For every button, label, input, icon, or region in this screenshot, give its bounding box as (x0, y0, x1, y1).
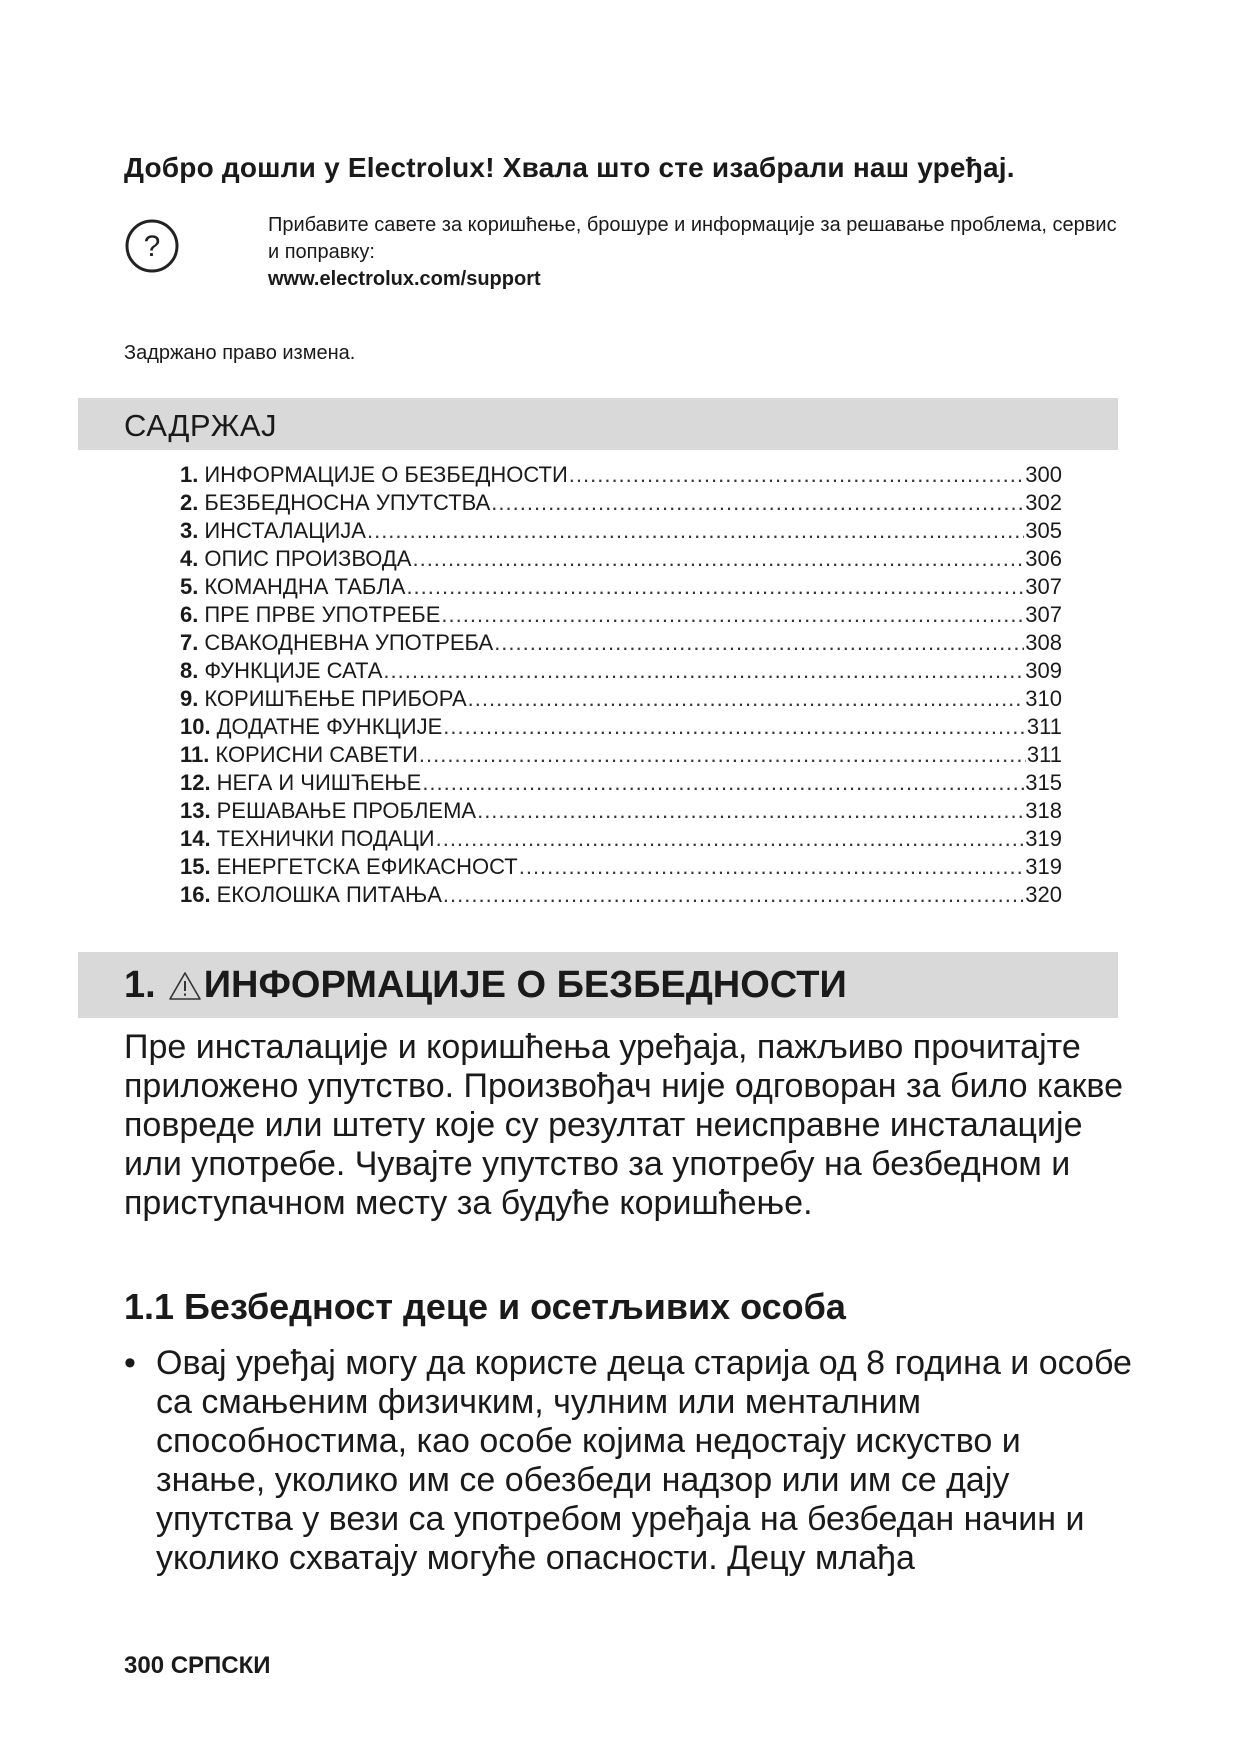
toc-item[interactable] (180, 630, 1062, 658)
toc-item-page: 302 (1025, 490, 1062, 515)
toc-item-page: 305 (1025, 518, 1062, 543)
toc-item[interactable] (180, 546, 1062, 574)
toc-leader (443, 714, 1026, 740)
toc-item-number: 8. (180, 658, 199, 683)
toc-item-label: ИНСТАЛАЦИЈА (204, 518, 366, 543)
toc-leader (569, 462, 1025, 488)
page-footer: 300 СРПСКИ (124, 1652, 271, 1679)
toc-item-number: 15. (180, 854, 211, 879)
toc-leader (443, 882, 1024, 908)
toc-item-page: 320 (1025, 882, 1062, 907)
toc-item[interactable] (180, 658, 1062, 686)
svg-text:?: ? (143, 230, 161, 263)
toc-item-number: 3. (180, 518, 199, 543)
toc-item-page: 311 (1026, 714, 1062, 739)
toc-leader (436, 826, 1025, 852)
toc-leader (367, 518, 1024, 544)
toc-item-number: 9. (180, 686, 199, 711)
toc-item-page: 309 (1025, 658, 1062, 683)
toc-item-label: ЕКОЛОШКА ПИТАЊА (216, 882, 442, 907)
toc-item-page: 307 (1025, 602, 1062, 627)
table-of-contents (180, 462, 1062, 910)
section-number: 1. (124, 964, 156, 1006)
toc-title: САДРЖАЈ (124, 408, 278, 443)
toc-leader (477, 798, 1024, 824)
toc-item-label: ПРЕ ПРВЕ УПОТРЕБЕ (204, 602, 441, 627)
toc-item-label: СВАКОДНЕВНА УПОТРЕБА (204, 630, 494, 655)
subsection-title: 1.1 Безбедност деце и осетљивих особа (124, 1286, 846, 1327)
toc-leader (412, 546, 1024, 572)
bullet-text: Овај уређај могу да користе деца старија од 8 година и особе са смањеним физичким, чулним или менталним способностима, као особе којима недостају искуство и знање, уколико им се обезбеди надзор или им се дају упутства у вези са употребом уређаја на безбедан начин и уколико схватају могуће опасности. Децу млађа (156, 1344, 1132, 1577)
support-link[interactable]: www.electrolux.com/support (268, 268, 541, 290)
toc-item[interactable] (180, 462, 1062, 490)
toc-item-label: ТЕХНИЧКИ ПОДАЦИ (216, 826, 435, 851)
toc-item-label: КОРИСНИ САВЕТИ (215, 742, 418, 767)
toc-leader (406, 574, 1024, 600)
toc-item-page: 308 (1025, 630, 1062, 655)
toc-item-page: 319 (1025, 826, 1062, 851)
toc-item-number: 12. (180, 770, 211, 795)
toc-item-number: 1. (180, 462, 199, 487)
toc-item[interactable] (180, 854, 1062, 882)
question-circle-icon (124, 218, 180, 274)
toc-item-number: 6. (180, 602, 199, 627)
toc-item-number: 13. (180, 798, 211, 823)
toc-leader (494, 630, 1024, 656)
toc-item[interactable] (180, 882, 1062, 910)
toc-item-number: 16. (180, 882, 211, 907)
toc-item[interactable] (180, 518, 1062, 546)
toc-item-label: НЕГА И ЧИШЋЕЊЕ (216, 770, 422, 795)
toc-item[interactable] (180, 742, 1062, 770)
section-title-text: ИНФОРМАЦИЈЕ О БЕЗБЕДНОСТИ (203, 964, 847, 1006)
toc-leader (491, 490, 1024, 516)
toc-leader (441, 602, 1024, 628)
toc-item-number: 5. (180, 574, 199, 599)
toc-leader (519, 854, 1025, 880)
toc-item-number: 10. (180, 714, 211, 739)
support-text: Прибавите савете за коришћење, брошуре и информације за решавање проблема, сервис и поправку: (268, 214, 1117, 263)
toc-item-label: БЕЗБЕДНОСНА УПУТСТВА (204, 490, 491, 515)
toc-leader (422, 770, 1024, 796)
toc-item[interactable] (180, 826, 1062, 854)
toc-item-label: ЕНЕРГЕТСКА ЕФИКАСНОСТ (216, 854, 518, 879)
warning-triangle-icon (168, 971, 202, 1001)
toc-item[interactable] (180, 770, 1062, 798)
toc-leader (383, 658, 1024, 684)
section-title (124, 964, 847, 1007)
list-item (124, 1344, 1134, 1578)
toc-item-number: 4. (180, 546, 199, 571)
rights-reserved-note: Задржано право измена. (124, 342, 356, 364)
toc-item-number: 7. (180, 630, 199, 655)
toc-item[interactable] (180, 686, 1062, 714)
toc-item-page: 307 (1025, 574, 1062, 599)
welcome-heading: Добро дошли у Electrolux! Хвала што сте изабрали наш уређај. (124, 152, 1015, 183)
bullet-mark: • (124, 1344, 136, 1382)
toc-item-number: 14. (180, 826, 211, 851)
toc-item-page: 310 (1025, 686, 1062, 711)
intro-paragraph: Пре инсталације и коришћења уређаја, пажљиво прочитајте приложено упутство. Произвођач није одговоран за било какве повреде или штету које су резултат неисправне инсталације или употребе. Чувајте упутство за употребу на безбедном и приступачном месту за будуће коришћење. (124, 1028, 1124, 1222)
toc-item-page: 306 (1025, 546, 1062, 571)
toc-item[interactable] (180, 602, 1062, 630)
toc-item-label: ДОДАТНЕ ФУНКЦИЈЕ (216, 714, 443, 739)
toc-item-number: 2. (180, 490, 199, 515)
toc-item[interactable] (180, 798, 1062, 826)
toc-item-label: ОПИС ПРОИЗВОДА (204, 546, 412, 571)
toc-item-label: КОМАНДНА ТАБЛА (204, 574, 406, 599)
toc-leader (419, 742, 1026, 768)
toc-item-page: 311 (1026, 742, 1062, 767)
toc-item-page: 300 (1025, 462, 1062, 487)
toc-item[interactable] (180, 490, 1062, 518)
toc-item[interactable] (180, 574, 1062, 602)
toc-item[interactable] (180, 714, 1062, 742)
toc-item-number: 11. (180, 742, 210, 767)
support-info (268, 212, 1128, 293)
toc-item-label: КОРИШЋЕЊЕ ПРИБОРА (204, 686, 467, 711)
toc-item-label: РЕШАВАЊЕ ПРОБЛЕМА (216, 798, 477, 823)
toc-item-page: 318 (1025, 798, 1062, 823)
toc-item-label: ИНФОРМАЦИЈЕ О БЕЗБЕДНОСТИ (204, 462, 568, 487)
toc-item-page: 315 (1025, 770, 1062, 795)
toc-item-page: 319 (1025, 854, 1062, 879)
toc-leader (468, 686, 1025, 712)
toc-item-label: ФУНКЦИЈЕ САТА (204, 658, 383, 683)
